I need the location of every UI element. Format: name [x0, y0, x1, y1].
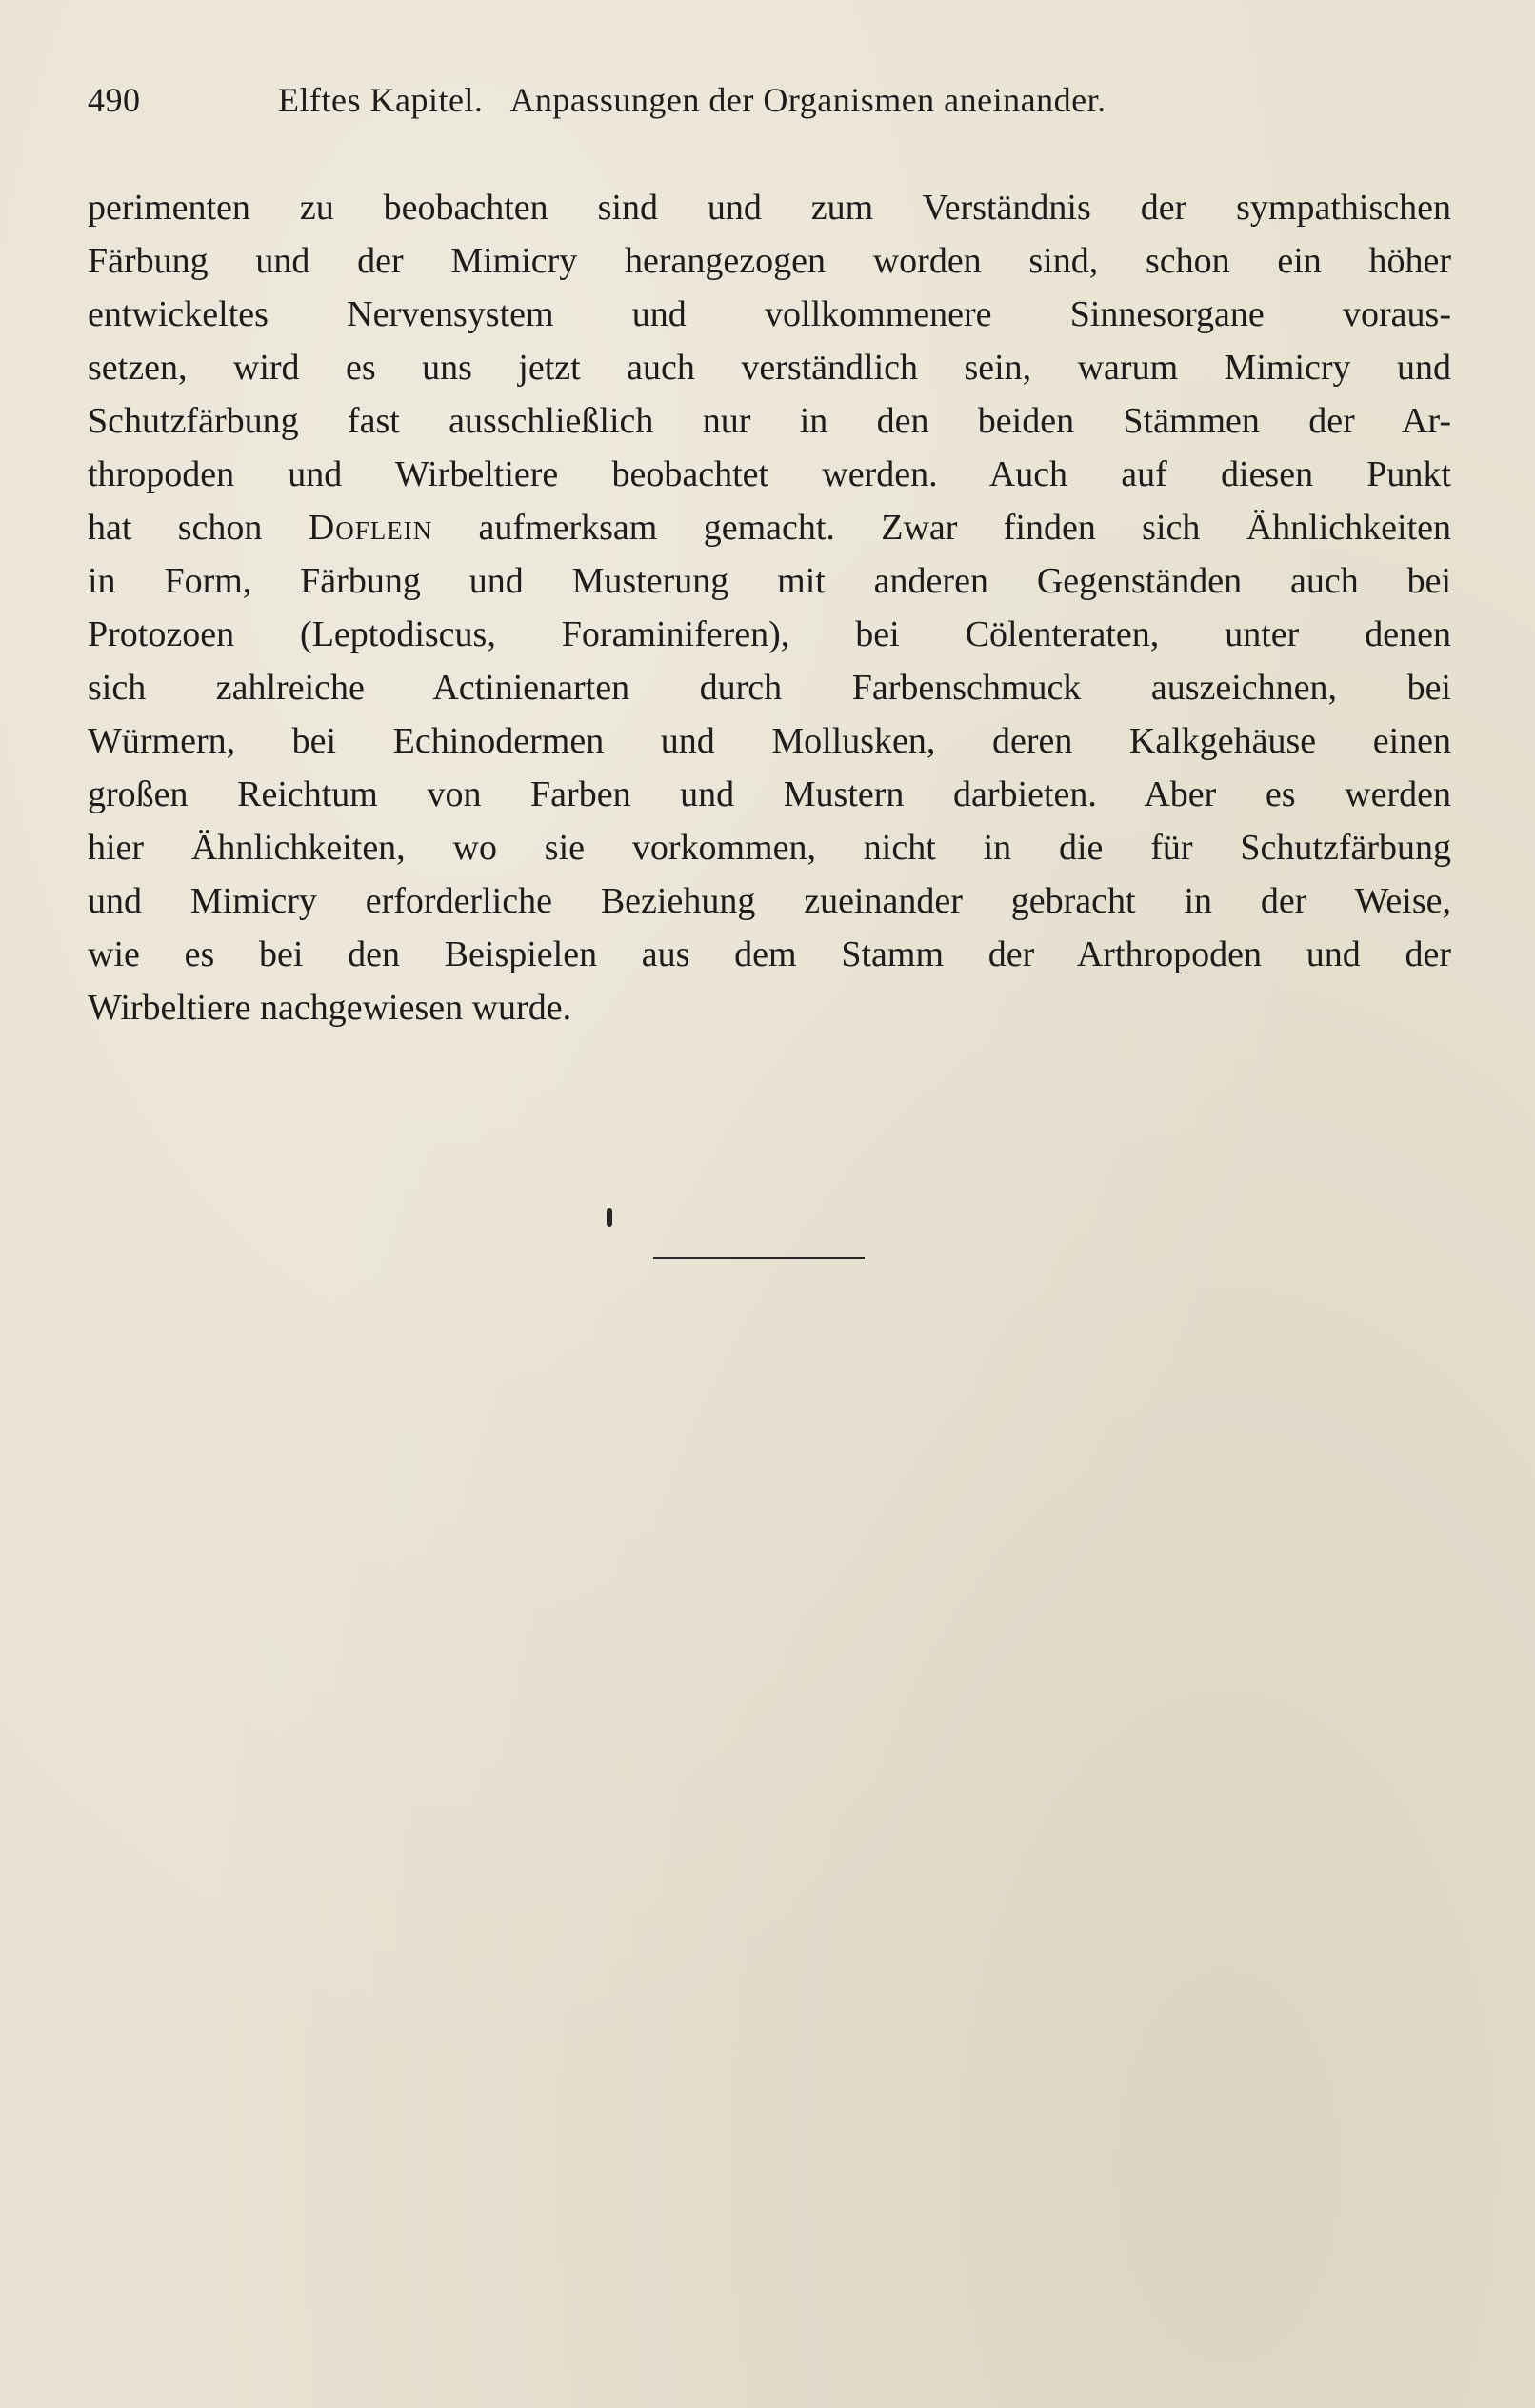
text-line: Schutzfärbung fast ausschließlich nur in den beiden Stämmen der Ar-	[88, 401, 1451, 441]
section-end-rule	[653, 1257, 865, 1259]
text-line: in Form, Färbung und Musterung mit anderen Gegenständen auch bei	[88, 561, 1451, 601]
text-line: Färbung und der Mimicry herangezogen worden sind, schon ein höher	[88, 241, 1451, 281]
running-header	[88, 80, 1278, 137]
text-line: sich zahlreiche Actinienarten durch Farbenschmuck auszeichnen, bei	[88, 668, 1451, 708]
page-number: 490	[88, 81, 141, 119]
body-text	[88, 181, 1451, 1034]
text-line	[88, 501, 1451, 554]
running-head	[278, 80, 1106, 120]
text-line: Protozoen (Leptodiscus, Foraminiferen), bei Cölenteraten, unter denen	[88, 614, 1451, 654]
text-line: entwickeltes Nervensystem und vollkommenere Sinnesorgane voraus-	[88, 294, 1451, 334]
text-line: und Mimicry erforderliche Beziehung zueinander gebracht in der Weise,	[88, 881, 1451, 921]
text-line: setzen, wird es uns jetzt auch verständlich sein, warum Mimicry und	[88, 348, 1451, 388]
text-line: thropoden und Wirbeltiere beobachtet werden. Auch auf diesen Punkt	[88, 454, 1451, 494]
ink-speck	[607, 1208, 612, 1227]
text-line: Wirbeltiere nachgewiesen wurde.	[88, 988, 572, 1028]
text-line: großen Reichtum von Farben und Mustern darbieten. Aber es werden	[88, 774, 1451, 814]
text-line: hier Ähnlichkeiten, wo sie vorkommen, nicht in die für Schutzfärbung	[88, 828, 1451, 868]
text-fragment: hat schon	[88, 508, 263, 548]
chapter-title: Anpassungen der Organismen aneinander.	[509, 81, 1106, 119]
text-line: perimenten zu beobachten sind und zum Verständnis der sympathischen	[88, 188, 1451, 228]
text-line: wie es bei den Beispielen aus dem Stamm der Arthropoden und der	[88, 934, 1451, 974]
chapter-label: Elftes Kapitel.	[278, 81, 484, 119]
text-line: Würmern, bei Echinodermen und Mollusken, deren Kalkgehäuse einen	[88, 721, 1451, 761]
text-fragment: aufmerksam gemacht. Zwar finden sich Ähnlichkeiten	[478, 508, 1451, 548]
author-name: Doflein	[308, 508, 433, 548]
